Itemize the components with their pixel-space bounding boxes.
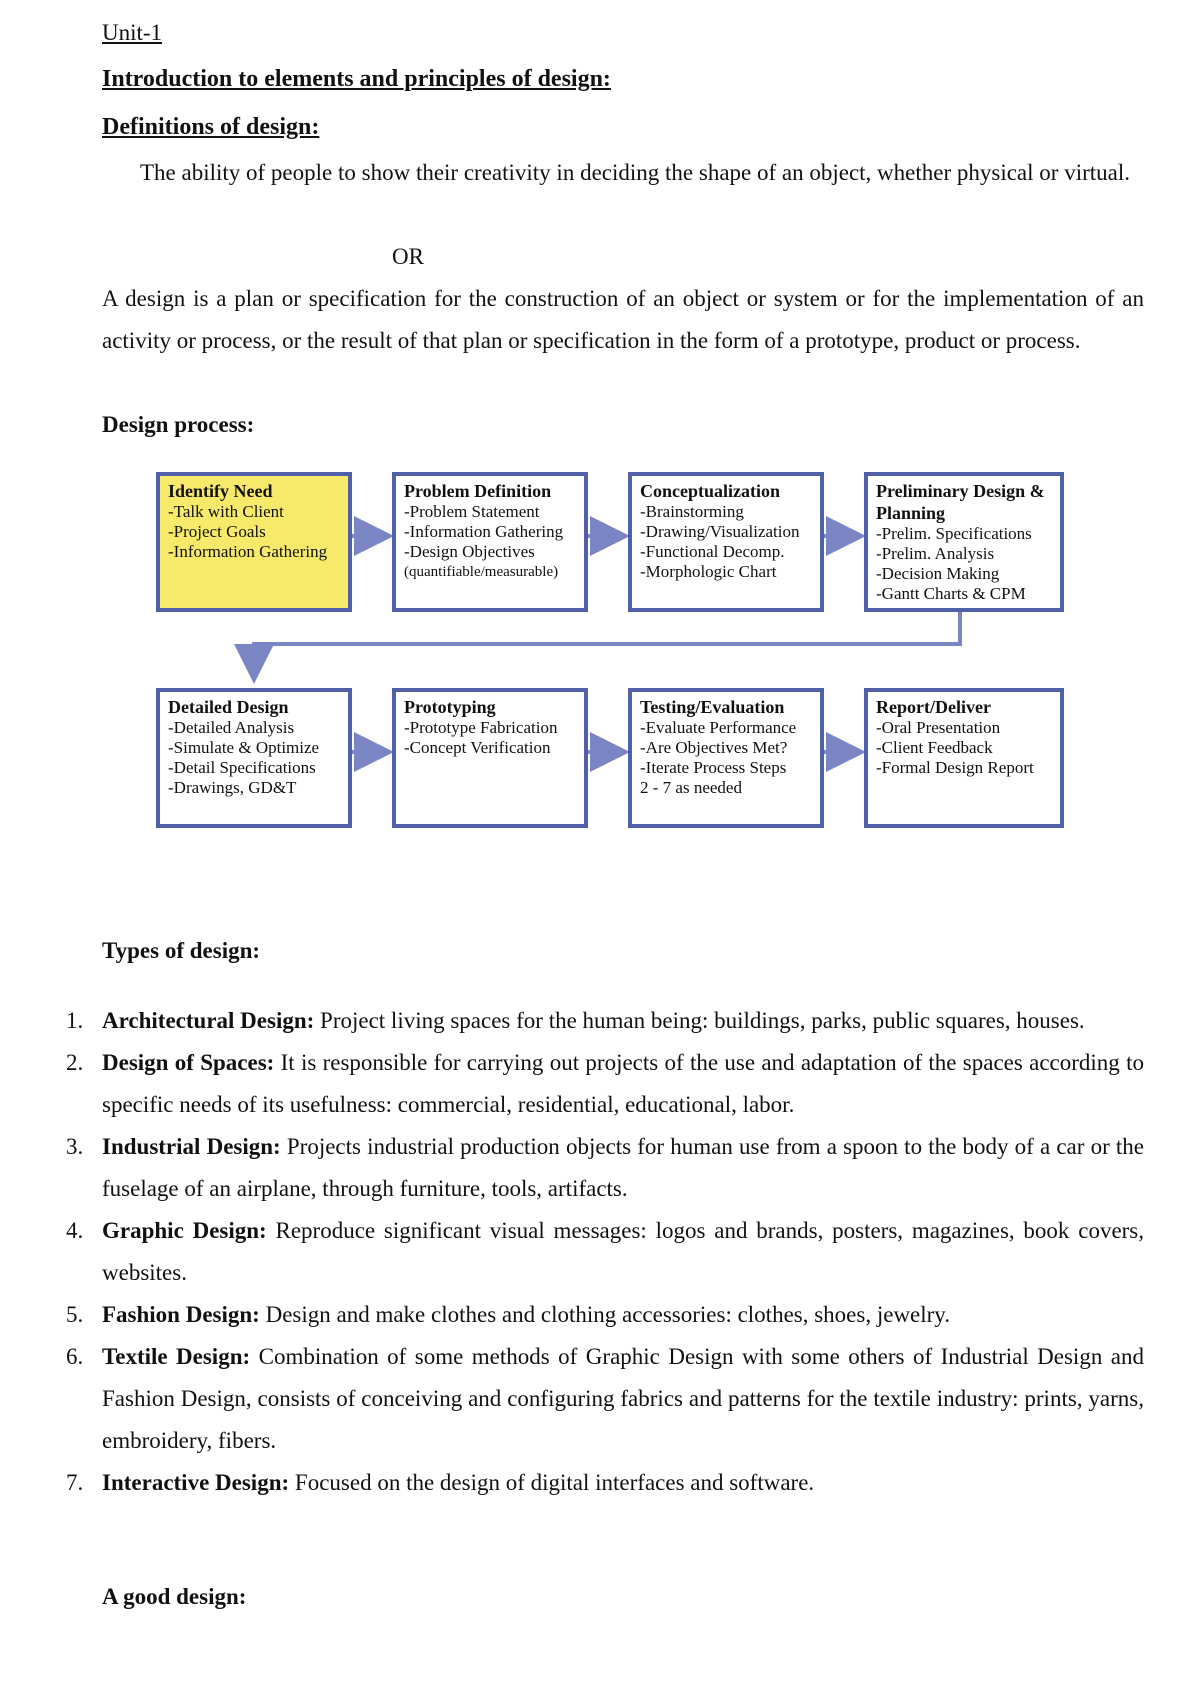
- box-identify-need: Identify Need -Talk with Client -Project Goals -Information Gathering: [156, 472, 352, 612]
- box-report-deliver: Report/Deliver -Oral Presentation -Client Feedback -Formal Design Report: [864, 688, 1064, 828]
- box-preliminary-design: Preliminary Design & Planning -Prelim. Specifications -Prelim. Analysis -Decision Making -Gantt Charts & CPM: [864, 472, 1064, 612]
- good-design-heading: A good design:: [102, 1584, 247, 1609]
- types-heading: Types of design:: [102, 938, 261, 963]
- definition-paragraph-1: The ability of people to show their creativity in deciding the shape of an object, whether physical or virtual.: [140, 160, 1130, 185]
- list-item: 2. Design of Spaces: It is responsible for carrying out projects of the use and adaptation of the spaces according to specific needs of its usefulness: commercial, residential, educational, labor.: [66, 1050, 1144, 1117]
- list-item: 1. Architectural Design: Project living spaces for the human being: buildings, parks, public squares, houses.: [66, 1008, 1085, 1033]
- page-title: Introduction to elements and principles of design:: [102, 66, 611, 92]
- box-prototyping: Prototyping -Prototype Fabrication -Concept Verification: [392, 688, 588, 828]
- list-item: 5. Fashion Design: Design and make clothes and clothing accessories: clothes, shoes, jewelry.: [66, 1302, 951, 1327]
- list-item: 4. Graphic Design: Reproduce significant visual messages: logos and brands, posters, magazines, book covers, websites.: [66, 1218, 1145, 1285]
- list-item: 7. Interactive Design: Focused on the design of digital interfaces and software.: [66, 1470, 815, 1495]
- list-item: 6. Textile Design: Combination of some methods of Graphic Design with some others of Industrial Design and Fashion Design, consists of conceiving and configuring fabrics and patterns for the textile industry: prints, yarns, embroidery, fibers.: [66, 1344, 1144, 1453]
- box-problem-definition: Problem Definition -Problem Statement -Information Gathering -Design Objectives (quantifiable/measurable): [392, 472, 588, 612]
- arrow-4-5: [254, 610, 960, 676]
- box-detailed-design: Detailed Design -Detailed Analysis -Simulate & Optimize -Detail Specifications -Drawings, GD&T: [156, 688, 352, 828]
- definition-paragraph-2: A design is a plan or specification for the construction of an object or system or for the implementation of an activity or process, or the result of that plan or specification in the form of a prototype, product or process.: [102, 286, 1144, 353]
- definitions-heading: Definitions of design:: [102, 114, 320, 140]
- box-conceptualization: Conceptualization -Brainstorming -Drawing/Visualization -Functional Decomp. -Morphologic Chart: [628, 472, 824, 612]
- types-list: [60, 1000, 1144, 1504]
- or-separator: OR: [392, 244, 424, 269]
- list-item: 3. Industrial Design: Projects industrial production objects for human use from a spoon to the body of a car or the fuselage of an airplane, through furniture, tools, artifacts.: [66, 1134, 1144, 1201]
- unit-label: Unit-1: [102, 20, 163, 45]
- design-process-diagram: [150, 466, 1070, 842]
- process-heading: Design process:: [102, 412, 255, 437]
- box-testing-evaluation: Testing/Evaluation -Evaluate Performance -Are Objectives Met? -Iterate Process Steps 2 - 7 as needed: [628, 688, 824, 828]
